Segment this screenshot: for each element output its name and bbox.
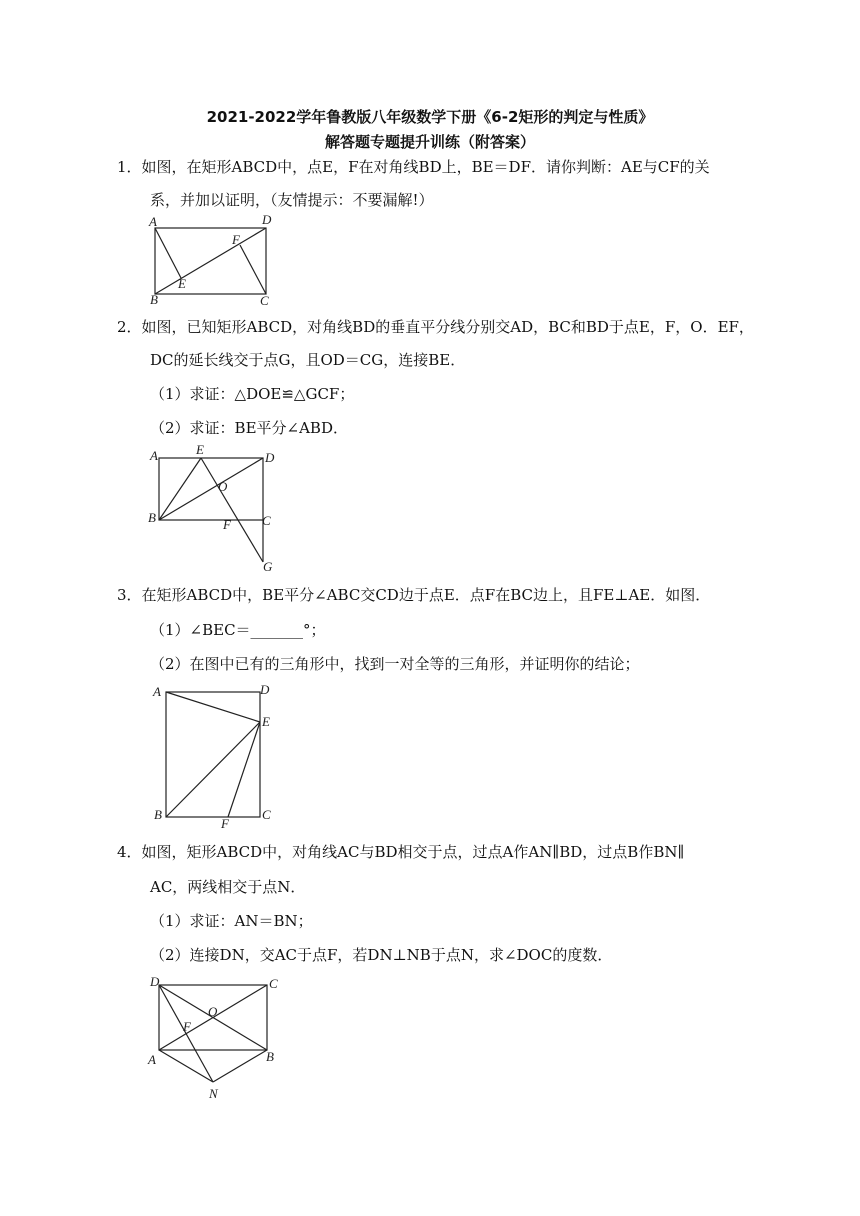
q1-label-c: C bbox=[260, 293, 269, 308]
q2-segment-be bbox=[159, 458, 201, 520]
q2-label-g: G bbox=[263, 559, 273, 574]
q2-diagonal-bd bbox=[159, 458, 263, 520]
q1-text-line1: 1．如图，在矩形ABCD中，点E，F在对角线BD上，BE＝DF．请你判断：AE与CF的关 bbox=[117, 158, 710, 176]
q2-label-e: E bbox=[196, 442, 204, 457]
q4-label-b: B bbox=[266, 1049, 274, 1064]
q3-label-c: C bbox=[262, 807, 271, 822]
q3-segment-ae bbox=[166, 692, 260, 722]
q1-segment-cf bbox=[240, 245, 266, 294]
page-subtitle: 解答题专题提升训练（附答案） bbox=[324, 133, 535, 151]
q3-text-line1: 3．在矩形ABCD中，BE平分∠ABC交CD边于点E．点F在BC边上，且FE⊥AE．如图． bbox=[117, 586, 711, 604]
q4-label-d: D bbox=[150, 974, 160, 989]
q4-text-line1: 4．如图，矩形ABCD中，对角线AC与BD相交于点，过点A作AN∥BD，过点B作BN∥ bbox=[117, 843, 685, 861]
q2-label-o: O bbox=[218, 479, 228, 494]
q4-figure bbox=[145, 970, 295, 1105]
q1-figure bbox=[140, 210, 290, 310]
q4-label-a: A bbox=[148, 1052, 156, 1067]
q2-sub2: （2）求证：BE平分∠ABD． bbox=[150, 419, 348, 437]
page-title: 2021-2022学年鲁教版八年级数学下册《6-2矩形的判定与性质》 bbox=[206, 108, 654, 126]
q4-segment-bn bbox=[213, 1050, 267, 1082]
q2-figure bbox=[145, 442, 285, 575]
q3-rectangle bbox=[166, 692, 260, 817]
q1-label-d: D bbox=[262, 212, 272, 227]
q4-label-o: O bbox=[208, 1004, 218, 1019]
q4-label-f: F bbox=[183, 1019, 191, 1034]
q2-line-eg bbox=[201, 458, 263, 562]
q3-segment-be bbox=[166, 722, 260, 817]
q4-sub1: （1）求证：AN＝BN； bbox=[150, 912, 313, 930]
q4-text-line2: AC，两线相交于点N． bbox=[150, 878, 306, 896]
q2-label-a: A bbox=[150, 448, 158, 463]
q2-text-line1: 2．如图，已知矩形ABCD，对角线BD的垂直平分线分别交AD，BC和BD于点E，F，O．EF， bbox=[117, 318, 754, 336]
q1-label-f: F bbox=[232, 232, 240, 247]
q4-label-n: N bbox=[209, 1086, 218, 1101]
q4-segment-an bbox=[159, 1050, 213, 1082]
q3-sub1: （1）∠BEC＝_______°； bbox=[150, 621, 326, 639]
q1-label-a: A bbox=[149, 214, 157, 229]
q1-text-line2: 系，并加以证明，（友情提示：不要漏解!） bbox=[150, 191, 434, 209]
q1-segment-ae bbox=[155, 228, 181, 278]
q3-sub2: （2）在图中已有的三角形中，找到一对全等的三角形，并证明你的结论； bbox=[150, 655, 640, 673]
q3-label-d: D bbox=[260, 682, 270, 697]
q3-label-b: B bbox=[154, 807, 162, 822]
q3-label-e: E bbox=[262, 714, 270, 729]
q3-figure bbox=[150, 680, 290, 830]
q2-text-line2: DC的延长线交于点G，且OD＝CG，连接BE． bbox=[150, 351, 466, 369]
q4-label-c: C bbox=[269, 976, 278, 991]
q4-sub2: （2）连接DN，交AC于点F，若DN⊥NB于点N，求∠DOC的度数． bbox=[150, 946, 613, 964]
q2-label-d: D bbox=[265, 450, 275, 465]
q1-label-e: E bbox=[178, 276, 186, 291]
q3-segment-fe bbox=[228, 722, 260, 817]
q2-sub1: （1）求证：△DOE≌△GCF； bbox=[150, 385, 355, 403]
q1-label-b: B bbox=[150, 292, 158, 307]
q3-label-a: A bbox=[153, 684, 161, 699]
q2-label-c: C bbox=[262, 513, 271, 528]
q2-label-b: B bbox=[148, 510, 156, 525]
q3-label-f: F bbox=[221, 816, 229, 831]
q2-label-f: F bbox=[223, 517, 231, 532]
